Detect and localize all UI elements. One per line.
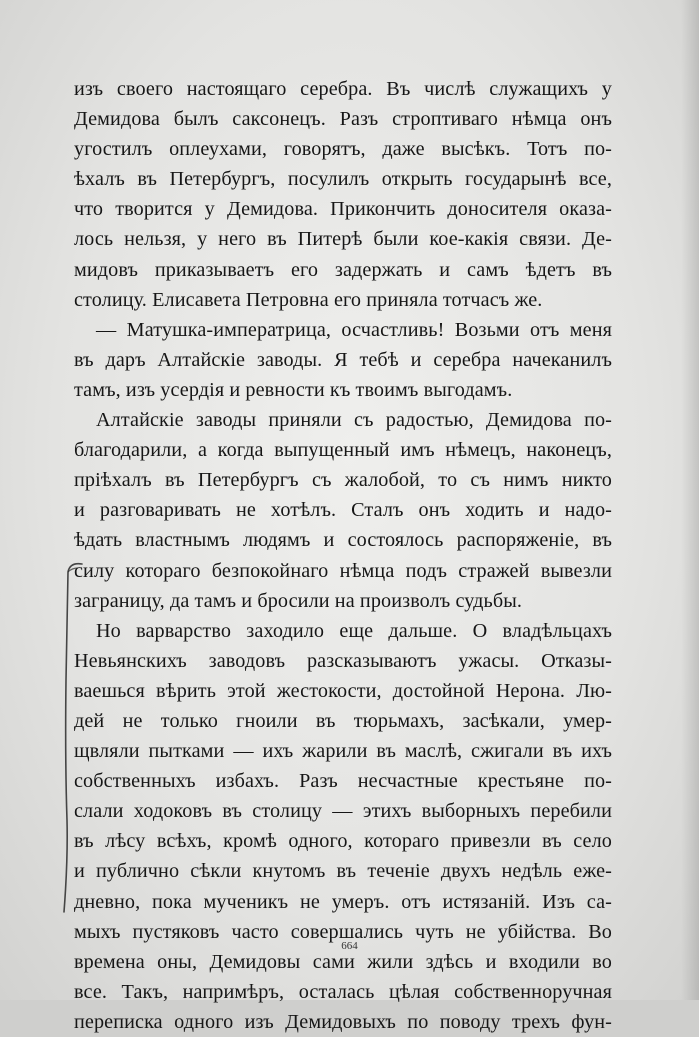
- text-line: Алтайскіе заводы приняли съ радостью, Демидова по-: [96, 409, 612, 432]
- text-line: благодарили, а когда выпущенный имъ нѣмецъ, наконецъ,: [74, 439, 612, 462]
- text-line: щвляли пытками — ихъ жарили въ маслѣ, сжигали въ ихъ: [74, 740, 612, 763]
- text-line: мыхъ пустяковъ часто совершались чуть не убійства. Во: [74, 920, 612, 943]
- body-text: [74, 74, 612, 1037]
- text-line: силу котораго безпокойнаго нѣмца подъ стражей вывезли: [74, 559, 612, 582]
- page-number: 664: [341, 940, 358, 952]
- text-line: мидовъ приказываетъ его задержать и самъ ѣдетъ въ: [74, 258, 612, 281]
- text-line: слали ходоковъ въ столицу — этихъ выборныхъ перебили: [74, 800, 612, 823]
- text-line: въ даръ Алтайскіе заводы. Я тебѣ и серебра начеканилъ: [74, 348, 612, 371]
- text-line: дей не только гноили въ тюрьмахъ, засѣкали, умер-: [74, 709, 612, 732]
- text-line: лось нельзя, у него въ Питерѣ были кое-какія связи. Де-: [74, 228, 612, 251]
- text-line: что творится у Демидова. Прикончить доносителя оказа-: [74, 198, 612, 221]
- text-line: Невьянскихъ заводовъ разсказываютъ ужасы. Отказы-: [74, 649, 612, 672]
- text-line: изъ своего настоящаго серебра. Въ числѣ служащихъ у: [74, 78, 612, 100]
- text-line: пріѣхалъ въ Петербургъ съ жалобой, то съ нимъ никто: [74, 469, 612, 492]
- text-line: ѣдать властнымъ людямъ и состоялось распоряженіе, въ: [74, 529, 612, 552]
- page-edge-shadow: [681, 0, 699, 1000]
- text-line: дневно, пока мученикъ не умеръ. отъ истязаній. Изъ са-: [74, 890, 612, 913]
- text-line: и разговаривать не хотѣлъ. Сталъ онъ ходить и надо-: [74, 499, 612, 522]
- text-line: Но варварство заходило еще дальше. О владѣльцахъ: [96, 619, 612, 642]
- text-line: въ лѣсу всѣхъ, кромѣ одного, котораго привезли въ село: [74, 830, 612, 853]
- text-line: переписка одного изъ Демидовыхъ по поводу трехъ фун-: [74, 1010, 612, 1033]
- text-line: столицу. Елисавета Петровна его приняла тотчасъ же.: [74, 288, 543, 311]
- text-line: и публично сѣкли кнутомъ въ теченіе двухъ недѣль еже-: [74, 860, 612, 883]
- text-line: времена оны, Демидовы сами жили здѣсь и входили во: [74, 950, 612, 973]
- text-line: ѣхалъ въ Петербургъ, посулилъ открыть государынѣ все,: [74, 168, 612, 191]
- text-line: Демидова былъ саксонецъ. Разъ строптиваго нѣмца онъ: [74, 108, 612, 131]
- text-line: угостилъ оплеухами, говорятъ, даже высѣкъ. Тотъ по-: [74, 138, 612, 161]
- text-line: — Матушка-императрица, осчастливь! Возьми отъ меня: [96, 318, 612, 341]
- text-line: тамъ, изъ усердія и ревности къ твоимъ выгодамъ.: [74, 378, 513, 401]
- text-line: заграницу, да тамъ и бросили на произволъ судьбы.: [74, 589, 523, 612]
- text-line: все. Такъ, напримѣръ, осталась цѣлая собственноручная: [74, 980, 612, 1003]
- text-line: собственныхъ избахъ. Разъ несчастные крестьяне по-: [74, 770, 612, 793]
- text-line: ваешься вѣрить этой жестокости, достойной Нерона. Лю-: [74, 679, 612, 702]
